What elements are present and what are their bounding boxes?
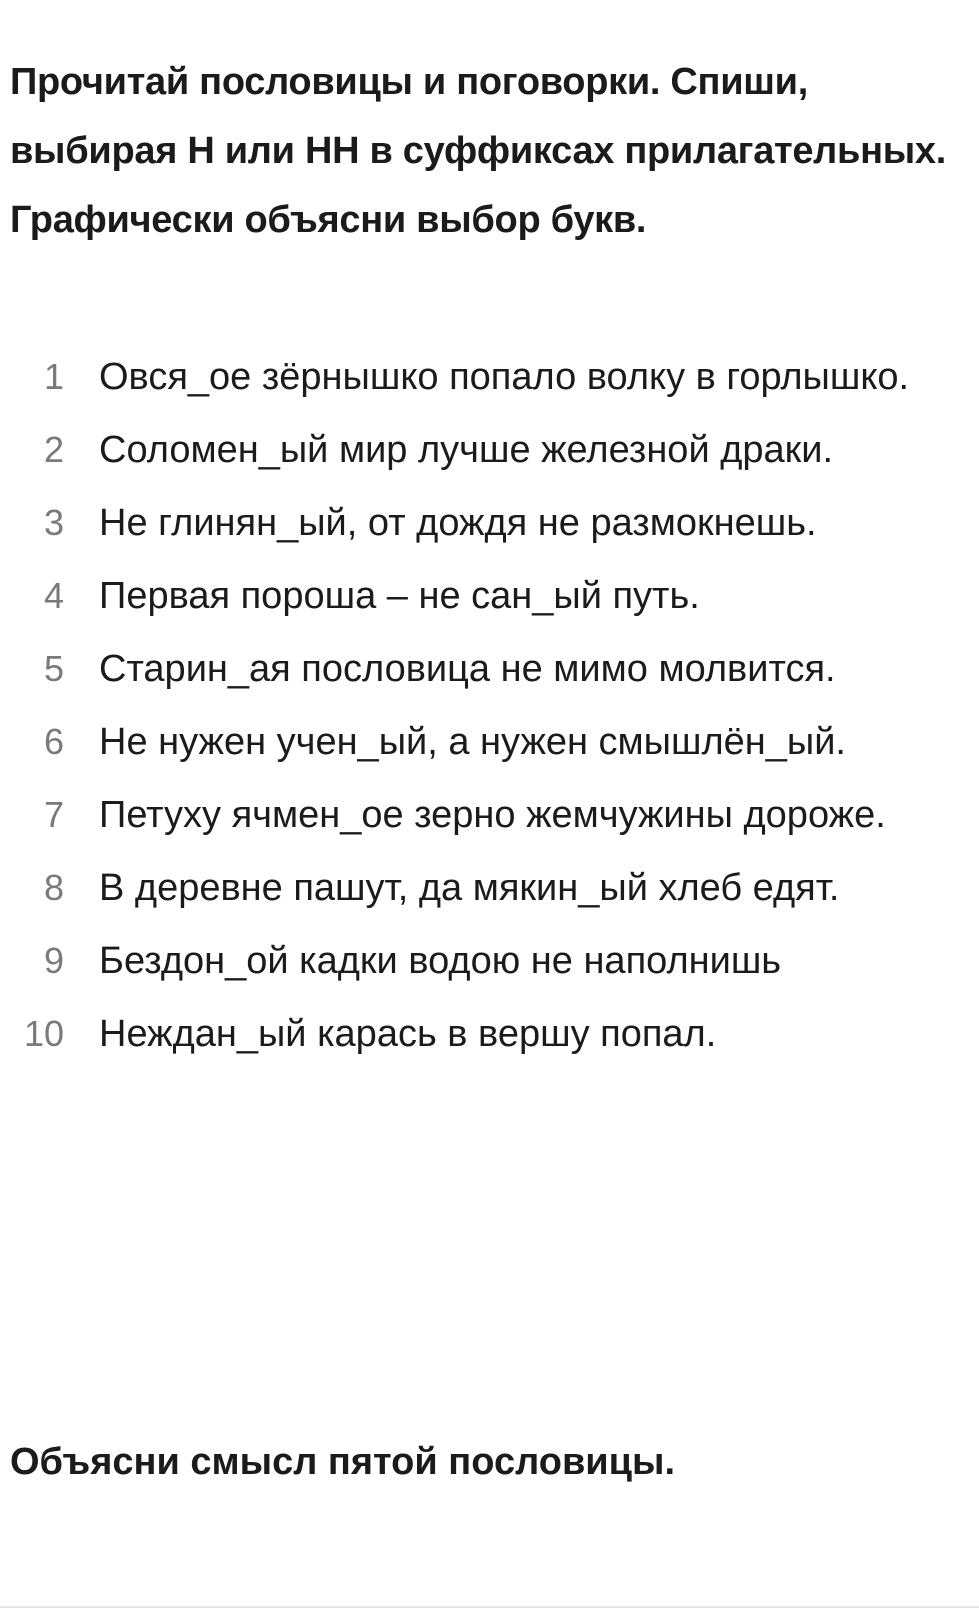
item-number: 4 (43, 575, 64, 616)
proverb-text: Овся_ое зёрнышко попало волку в горлышко. (99, 356, 910, 398)
list-item (0, 350, 979, 404)
item-number: 7 (43, 794, 64, 835)
bottom-divider (0, 1606, 979, 1608)
list-item (0, 788, 979, 842)
list-item (0, 1007, 979, 1061)
proverb-text: Бездон_ой кадки водою не наполнишь (99, 940, 782, 982)
list-item (0, 861, 979, 915)
proverb-text: В деревне пашут, да мякин_ый хлеб едят. (99, 867, 840, 909)
list-item (0, 934, 979, 988)
list-item (0, 642, 979, 696)
proverb-text: Не нужен учен_ый, а нужен смышлён_ый. (99, 721, 846, 763)
item-number: 9 (43, 940, 64, 981)
proverb-text: Не глинян_ый, от дождя не размокнешь. (99, 502, 817, 544)
item-number: 2 (43, 429, 64, 470)
proverb-text: Старин_ая пословица не мимо молвится. (99, 648, 836, 690)
item-number: 1 (43, 356, 64, 397)
proverb-text: Неждан_ый карась в вершу попал. (99, 1013, 717, 1055)
list-item (0, 715, 979, 769)
item-number: 8 (43, 867, 64, 908)
proverb-text: Первая пороша – не сан_ый путь. (99, 575, 700, 617)
list-item (0, 496, 979, 550)
item-number: 10 (23, 1013, 64, 1054)
final-question: Объясни смысл пятой пословицы. (10, 1441, 676, 1483)
item-number: 6 (43, 721, 64, 762)
proverb-text: Петуху ячмен_ое зерно жемчужины дороже. (99, 794, 886, 836)
list-item (0, 423, 979, 477)
proverb-list (0, 350, 979, 1080)
item-number: 3 (43, 502, 64, 543)
proverb-text: Соломен_ый мир лучше железной драки. (99, 429, 834, 471)
task-instructions: Прочитай пословицы и поговорки. Спиши, выбирая Н или НН в суффиксах прилагательных. Графически объясни выбор букв. (10, 61, 946, 241)
item-number: 5 (43, 648, 64, 689)
list-item (0, 569, 979, 623)
